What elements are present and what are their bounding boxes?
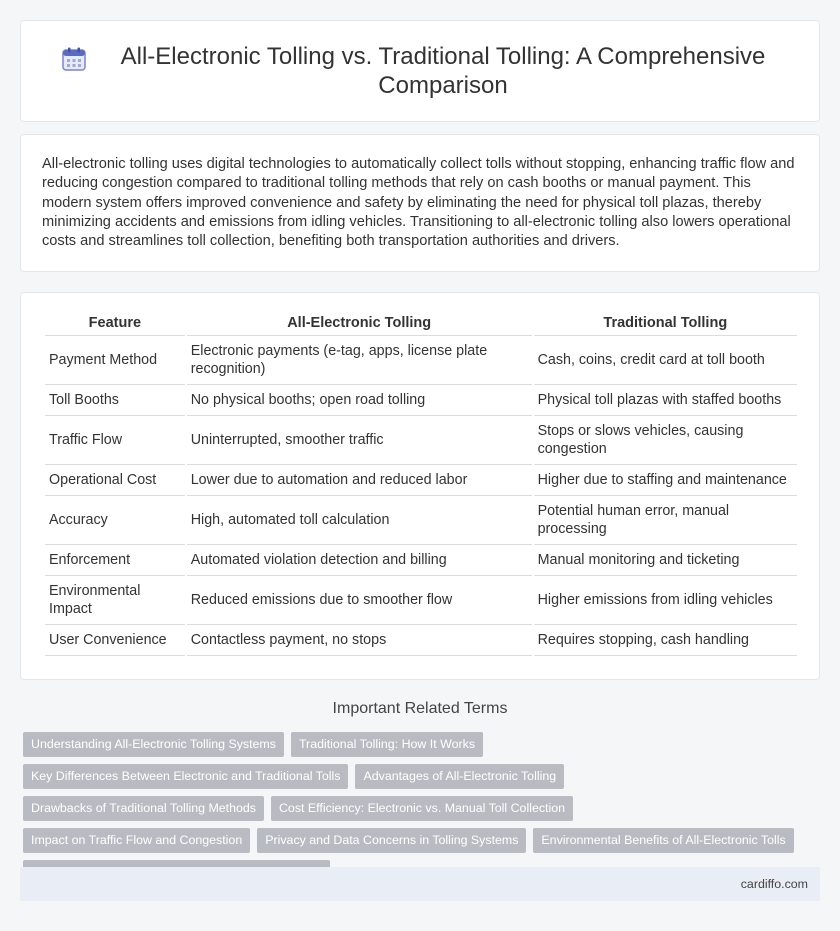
table-cell: Accuracy (45, 496, 185, 545)
intro-card (20, 134, 820, 272)
table-cell: Contactless payment, no stops (187, 625, 532, 656)
table-row (45, 385, 797, 416)
comparison-table-card (20, 292, 820, 680)
table-row (45, 496, 797, 545)
related-term-link[interactable]: Understanding All-Electronic Tolling Systems (23, 732, 284, 757)
table-cell: No physical booths; open road tolling (187, 385, 532, 416)
footer-site-link[interactable]: cardiffo.com (740, 877, 808, 891)
calendar-icon (61, 46, 87, 72)
intro-paragraph: All-electronic tolling uses digital technologies to automatically collect tolls without stopping, enhancing traffic flow and reducing congestion compared to traditional tolling methods that rely on cash booths or manual payment. This modern system offers improved convenience and safety by eliminating the need for physical toll plazas, thereby minimizing accidents and emissions from idling vehicles. Transitioning to all-electronic tolling also lowers operational costs and streamlines toll collection, benefiting both transportation authorities and drivers. (42, 156, 795, 250)
table-row (45, 576, 797, 625)
footer (20, 867, 820, 901)
table-cell: Requires stopping, cash handling (534, 625, 797, 656)
table-cell: Potential human error, manual processing (534, 496, 797, 545)
table-cell: Stops or slows vehicles, causing congestion (534, 416, 797, 465)
table-cell: Manual monitoring and ticketing (534, 545, 797, 576)
table-cell: Environmental Impact (45, 576, 185, 625)
related-term-link[interactable]: Privacy and Data Concerns in Tolling Systems (257, 828, 526, 853)
header-all-electronic: All-Electronic Tolling (187, 311, 532, 336)
table-cell: Cash, coins, credit card at toll booth (534, 336, 797, 385)
related-term-link[interactable]: Traditional Tolling: How It Works (291, 732, 483, 757)
related-term-link[interactable]: Advantages of All-Electronic Tolling (355, 764, 564, 789)
table-cell: Electronic payments (e-tag, apps, license plate recognition) (187, 336, 532, 385)
table-cell: User Convenience (45, 625, 185, 656)
table-cell: Higher emissions from idling vehicles (534, 576, 797, 625)
table-cell: Toll Booths (45, 385, 185, 416)
header-traditional: Traditional Tolling (534, 311, 797, 336)
table-row (45, 416, 797, 465)
table-cell: Enforcement (45, 545, 185, 576)
table-cell: Traffic Flow (45, 416, 185, 465)
table-cell: Reduced emissions due to smoother flow (187, 576, 532, 625)
comparison-table (43, 311, 799, 656)
related-term-link[interactable]: Cost Efficiency: Electronic vs. Manual Toll Collection (271, 796, 573, 821)
table-cell: High, automated toll calculation (187, 496, 532, 545)
table-row (45, 625, 797, 656)
table-cell: Automated violation detection and billing (187, 545, 532, 576)
table-row (45, 545, 797, 576)
header-card (20, 20, 820, 122)
table-cell: Payment Method (45, 336, 185, 385)
table-cell: Physical toll plazas with staffed booths (534, 385, 797, 416)
table-cell: Higher due to staffing and maintenance (534, 465, 797, 496)
table-cell: Uninterrupted, smoother traffic (187, 416, 532, 465)
page-title: All-Electronic Tolling vs. Traditional Tolling: A Comprehensive Comparison (120, 43, 766, 99)
related-term-link[interactable]: Environmental Benefits of All-Electronic Tolls (533, 828, 793, 853)
header-feature: Feature (45, 311, 185, 336)
table-row (45, 336, 797, 385)
table-cell: Operational Cost (45, 465, 185, 496)
table-row (45, 465, 797, 496)
related-term-link[interactable]: Impact on Traffic Flow and Congestion (23, 828, 250, 853)
table-cell: Lower due to automation and reduced labor (187, 465, 532, 496)
related-term-link[interactable]: Drawbacks of Traditional Tolling Methods (23, 796, 264, 821)
related-terms-title: Important Related Terms (332, 700, 508, 717)
related-term-link[interactable]: Key Differences Between Electronic and Traditional Tolls (23, 764, 348, 789)
